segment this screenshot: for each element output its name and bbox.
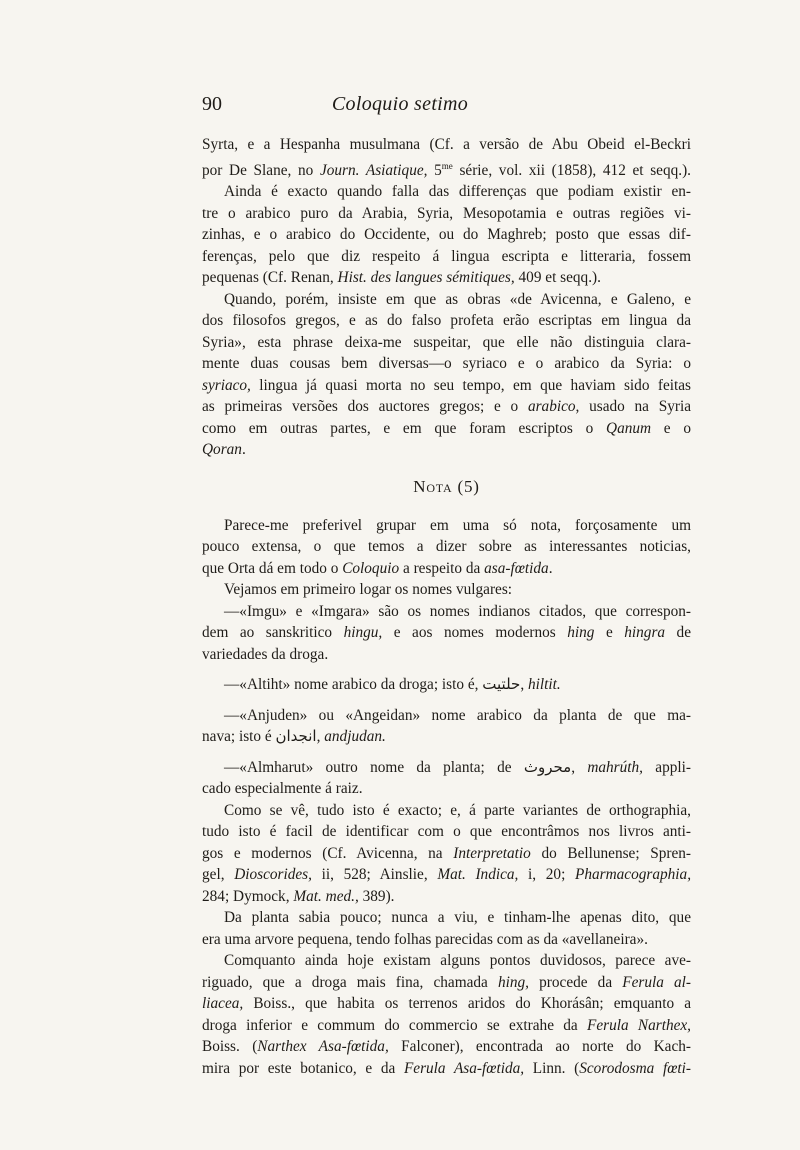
text-line: nava; isto é انجدان, andjudan.: [202, 727, 386, 746]
page-header: [0, 93, 800, 123]
text-line: —«Altiht» nome arabico da droga; isto é, حلتيت, hiltit.: [224, 675, 561, 694]
text-line: Syria», esta phrase deixa-me suspeitar, que elle não distinguia clara-: [202, 333, 691, 351]
text-line: Comquanto ainda hoje existam alguns pontos duvidosos, parece ave-: [224, 952, 691, 970]
arabic-word: محروث: [523, 757, 572, 776]
text-line: por De Slane, no Journ. Asiatique, $5^{me}$ série, vol. xii (1858), 412 et seqq.).: [202, 160, 691, 179]
text-line: —«Almharut» outro nome da planta; de محروث, mahrúth, appli-: [224, 757, 691, 776]
running-title: Coloquio setimo: [331, 93, 469, 115]
text-line: gel, Dioscorides, ii, 528; Ainslie, Mat. Indica, i, 20; Pharmacographia,: [202, 866, 692, 884]
text-line: —«Anjuden» ou «Angeidan» nome arabico da planta de que ma-: [224, 706, 691, 724]
text-line: Syrta, e a Hespanha musulmana (Cf. a versão de Abu Obeid el-Beckri: [202, 136, 691, 153]
text-line: mira por este botanico, e da Ferula Asa-fœtida, Linn. (Scorodosma fœti-: [202, 1059, 692, 1077]
text-line: droga inferior e commum do commercio se extrahe da Ferula Narthex,: [202, 1016, 691, 1034]
text-line: cado especialmente á raiz.: [202, 780, 363, 798]
text-line: Vejamos em primeiro logar os nomes vulgares:: [224, 581, 513, 599]
text-line: pequenas (Cf. Renan, Hist. des langues sémitiques, 409 et seqq.).: [202, 269, 601, 287]
text-line: pouco extensa, o que temos a dizer sobre as interessantes noticias,: [202, 538, 691, 556]
text-line: dem ao sanskritico hingu, e aos nomes modernos hing e hingra de: [202, 624, 691, 642]
text-line: —«Imgu» e «Imgara» são os nomes indianos citados, que correspon-: [224, 602, 691, 620]
text-line: era uma arvore pequena, tendo folhas parecidas com as da «avellaneira».: [202, 930, 648, 948]
text-line: as primeiras versões dos auctores gregos; e o arabico, usado na Syria: [202, 398, 691, 416]
text-line: como em outras partes, e em que foram escriptos o Qanum e o: [202, 419, 691, 437]
text-line: Qoran.: [202, 441, 246, 459]
text-line: Ainda é exacto quando falla das differenças que podiam existir en-: [224, 183, 691, 201]
body-text: [202, 134, 691, 1079]
text-line: Boiss. (Narthex Asa-fœtida, Falconer), encontrada ao norte do Kach-: [202, 1038, 692, 1056]
text-line: tre o arabico puro da Arabia, Syria, Mesopotamia e outras regiões vi-: [202, 204, 691, 222]
text-line: syriaco, lingua já quasi morta no seu tempo, em que haviam sido feitas: [202, 376, 691, 394]
text-line: tudo isto é facil de identificar com o que encontrâmos nos livros anti-: [202, 823, 691, 841]
text-line: variedades da droga.: [202, 645, 329, 663]
text-line: gos e modernos (Cf. Avicenna, na Interpretatio do Bellunense; Spren-: [202, 844, 691, 862]
text-line: Como se vê, tudo isto é exacto; e, á parte variantes de orthographia,: [224, 801, 691, 819]
section-heading: Nota (5): [413, 476, 480, 496]
text-line: Quando, porém, insiste em que as obras «de Avicenna, e Galeno, e: [224, 290, 691, 308]
text-line: dos filosofos gregos, e as do falso profeta erão escriptas em lingua da: [202, 312, 691, 330]
text-line: mente duas cousas bem diversas—o syriaco e o arabico da Syria: o: [202, 355, 691, 373]
text-line: ferenças, pelo que diz respeito á lingua escripta e litteraria, fossem: [202, 247, 691, 265]
arabic-word: انجدان: [275, 727, 317, 746]
text-line: zinhas, e o arabico do Occidente, ou do Maghreb; posto que essas dif-: [202, 226, 691, 244]
text-line: Parece-me preferivel grupar em uma só nota, forçosamente um: [224, 516, 691, 534]
text-line: liacea, Boiss., que habita os terrenos aridos do Khorásân; emquanto a: [202, 995, 691, 1013]
text-line: riguado, que a droga mais fina, chamada hing, procede da Ferula al-: [202, 973, 691, 991]
text-line: Da planta sabia pouco; nunca a viu, e tinham-lhe apenas dito, que: [224, 909, 691, 927]
page-number: 90: [202, 93, 222, 115]
text-line: 284; Dymock, Mat. med., 389).: [202, 887, 395, 905]
text-line: que Orta dá em todo o Coloquio a respeito da asa-fœtida.: [202, 559, 553, 577]
arabic-word: حلتيت: [482, 675, 521, 694]
